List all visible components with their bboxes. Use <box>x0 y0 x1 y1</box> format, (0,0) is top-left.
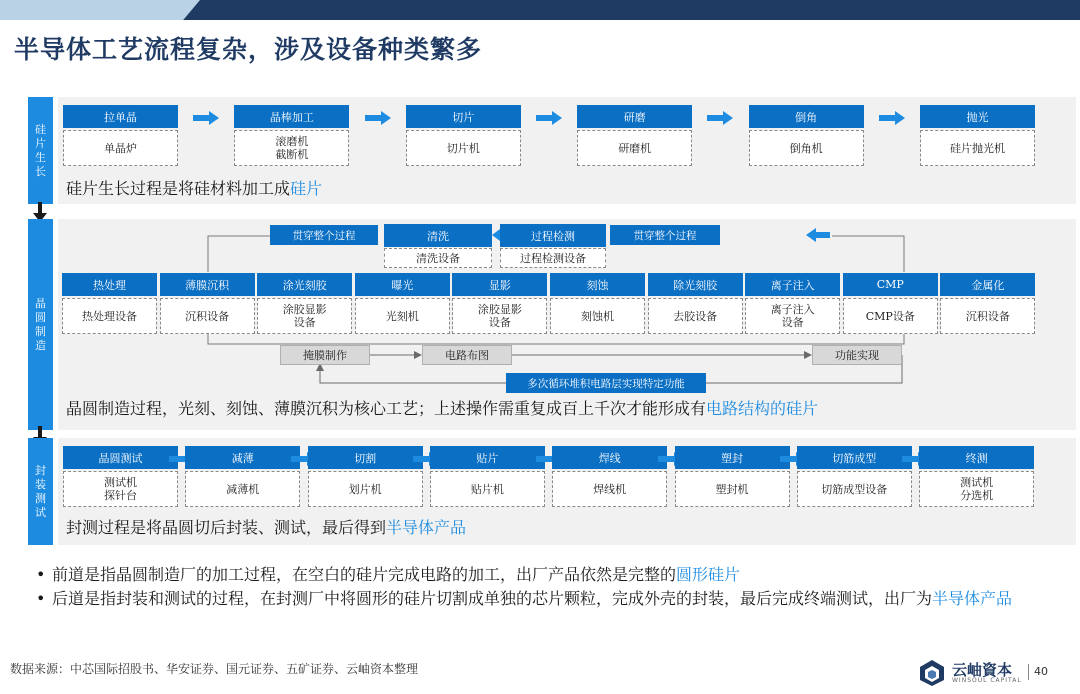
wafer-step-equipment: 热处理设备 <box>62 298 157 334</box>
packaging-step-equipment: 塑封机 <box>675 471 790 507</box>
wafer-side-label-text: 晶圆制造 <box>35 296 46 352</box>
logo-text-cn: 云岫資本 <box>952 661 1013 679</box>
wafer-step-equipment: 去胶设备 <box>648 298 743 334</box>
arrow-right-icon <box>707 110 733 124</box>
page-number: 40 <box>1034 665 1048 678</box>
growth-step-header: 研磨 <box>577 105 692 128</box>
packaging-step-equipment: 测试机 分选机 <box>919 471 1034 507</box>
bullet-highlight: 圆形硅片 <box>676 565 741 584</box>
wafer-clean-header: 清洗 <box>384 224 492 247</box>
growth-step-header: 倒角 <box>749 105 864 128</box>
function-realization-box: 功能实现 <box>812 345 902 365</box>
wafer-step-equipment: 沉积设备 <box>940 298 1035 334</box>
growth-caption-text: 硅片生长过程是将硅材料加工成 <box>66 179 291 198</box>
company-logo <box>918 657 1030 689</box>
wafer-step-header: 显影 <box>452 273 547 296</box>
bullet-highlight: 半导体产品 <box>932 589 1013 608</box>
wafer-step-header: 薄膜沉积 <box>160 273 255 296</box>
page-number-separator <box>1028 664 1029 680</box>
wafer-caption <box>66 396 818 419</box>
winsoul-logo-icon <box>918 659 946 687</box>
bullet-dot: • <box>36 565 46 584</box>
wafer-step-header: 曝光 <box>355 273 450 296</box>
arrow-right-icon <box>193 110 219 124</box>
packaging-step-equipment: 减薄机 <box>185 471 300 507</box>
bullet-text: 后道是指封装和测试的过程，在封测厂中将圆形的硅片切割成单独的芯片颗粒，完成外壳的封装，最后完成终端测试，出厂为 <box>52 589 933 608</box>
growth-step-equipment: 单晶炉 <box>63 130 178 166</box>
packaging-side-label <box>28 438 53 545</box>
bullet-dot: • <box>36 589 46 608</box>
packaging-step-header: 塑封 <box>675 446 790 469</box>
wafer-step-header: 离子注入 <box>745 273 840 296</box>
top-banner <box>0 0 1080 20</box>
packaging-caption-text: 封测过程是将晶圆切后封装、测试，最后得到 <box>66 518 387 537</box>
wafer-side-label <box>28 219 53 430</box>
packaging-step-equipment: 切筋成型设备 <box>797 471 912 507</box>
wafer-step-equipment: 光刻机 <box>355 298 450 334</box>
growth-step-header: 切片 <box>406 105 521 128</box>
wafer-loop-label: 多次循环堆积电路层实现特定功能 <box>506 373 706 393</box>
wafer-right-loop-label: 贯穿整个过程 <box>610 225 720 245</box>
circuit-layout-box: 电路布图 <box>422 345 512 365</box>
growth-side-label <box>28 97 53 204</box>
wafer-caption-highlight: 电路结构的硅片 <box>706 399 819 418</box>
wafer-step-header: 金属化 <box>940 273 1035 296</box>
growth-step-header: 抛光 <box>920 105 1035 128</box>
mask-making-box: 掩膜制作 <box>280 345 370 365</box>
summary-bullets <box>36 563 1046 611</box>
packaging-step-equipment: 测试机 探针台 <box>63 471 178 507</box>
packaging-side-label-text: 封装测试 <box>35 463 46 519</box>
bullet-item <box>36 587 1046 611</box>
top-banner-dark <box>183 0 1080 20</box>
growth-step-equipment: 切片机 <box>406 130 521 166</box>
wafer-step-header: 除光刻胶 <box>648 273 743 296</box>
packaging-step-header: 切割 <box>308 446 423 469</box>
packaging-step-header: 终测 <box>919 446 1034 469</box>
wafer-step-equipment: CMP设备 <box>843 298 938 334</box>
arrow-right-icon <box>879 110 905 124</box>
growth-step-equipment: 倒角机 <box>749 130 864 166</box>
data-source: 数据来源：中芯国际招股书、华安证券、国元证券、五矿证券、云岫资本整理 <box>10 662 419 676</box>
wafer-clean-equipment: 清洗设备 <box>384 248 492 268</box>
packaging-step-header: 晶圆测试 <box>63 446 178 469</box>
bullet-item <box>36 563 1046 587</box>
packaging-step-header: 贴片 <box>430 446 545 469</box>
growth-step-header: 晶棒加工 <box>234 105 349 128</box>
wafer-step-equipment: 离子注入 设备 <box>745 298 840 334</box>
arrow-right-icon <box>365 110 391 124</box>
packaging-step-equipment: 贴片机 <box>430 471 545 507</box>
wafer-step-equipment: 涂胶显影 设备 <box>452 298 547 334</box>
page-title: 半导体工艺流程复杂，涉及设备种类繁多 <box>14 35 483 64</box>
logo-text-en: WINSOUL CAPITAL <box>952 677 1022 684</box>
bullet-text: 前道是指晶圆制造厂的加工过程，在空白的硅片完成电路的加工，出厂产品依然是完整的 <box>52 565 677 584</box>
wafer-step-header: 涂光刻胶 <box>257 273 352 296</box>
wafer-step-header: 热处理 <box>62 273 157 296</box>
growth-step-equipment: 硅片抛光机 <box>920 130 1035 166</box>
wafer-step-header: CMP <box>843 273 938 296</box>
packaging-step-header: 切筋成型 <box>797 446 912 469</box>
wafer-caption-text: 晶圆制造过程，光刻、刻蚀、薄膜沉积为核心工艺；上述操作需重复成百上千次才能形成有 <box>66 399 707 418</box>
wafer-step-equipment: 沉积设备 <box>160 298 255 334</box>
packaging-step-header: 减薄 <box>185 446 300 469</box>
packaging-step-equipment: 划片机 <box>308 471 423 507</box>
growth-caption-highlight: 硅片 <box>290 179 323 198</box>
growth-caption <box>66 176 322 199</box>
wafer-step-equipment: 涂胶显影 设备 <box>257 298 352 334</box>
packaging-caption <box>66 515 466 538</box>
growth-step-equipment: 滚磨机 截断机 <box>234 130 349 166</box>
arrow-left-icon <box>806 228 830 242</box>
wafer-step-header: 刻蚀 <box>550 273 645 296</box>
growth-step-header: 拉单晶 <box>63 105 178 128</box>
wafer-inspect-equipment: 过程检测设备 <box>500 248 606 268</box>
wafer-inspect-header: 过程检测 <box>500 224 606 247</box>
packaging-caption-highlight: 半导体产品 <box>386 518 467 537</box>
packaging-step-equipment: 焊线机 <box>552 471 667 507</box>
wafer-step-equipment: 刻蚀机 <box>550 298 645 334</box>
arrow-right-icon <box>536 110 562 124</box>
growth-side-label-text: 硅片生长 <box>35 122 46 178</box>
growth-step-equipment: 研磨机 <box>577 130 692 166</box>
packaging-step-header: 焊线 <box>552 446 667 469</box>
wafer-left-loop-label: 贯穿整个过程 <box>270 225 378 245</box>
